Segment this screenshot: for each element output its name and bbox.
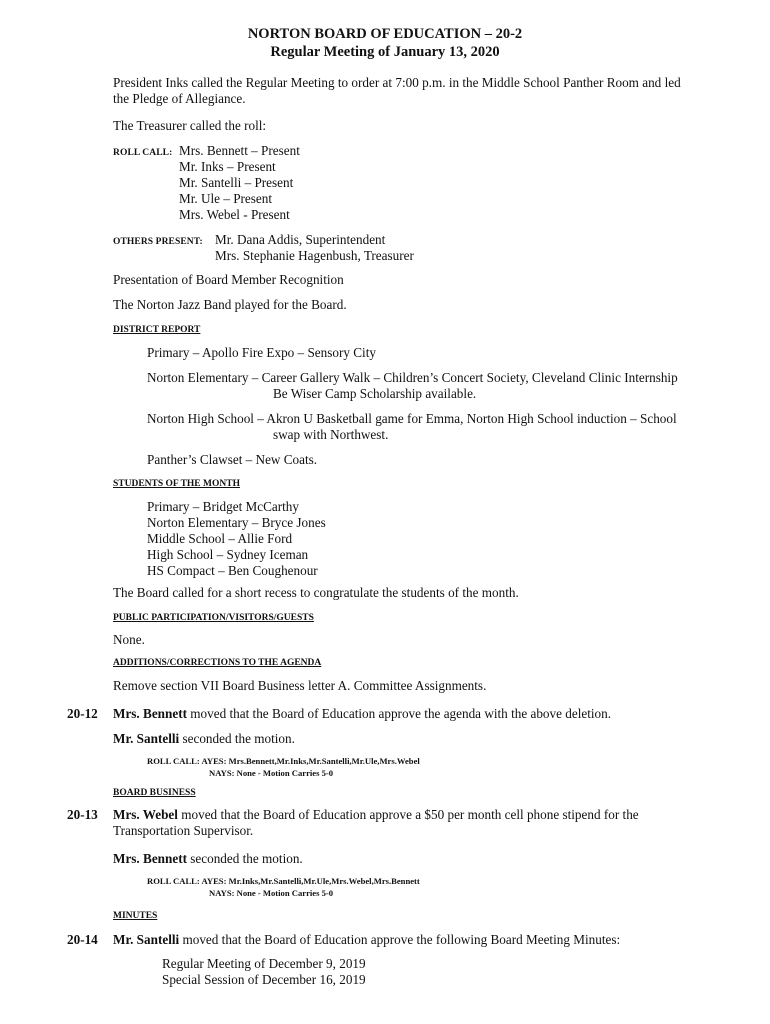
- district-report-clawset: Panther’s Clawset – New Coats.: [147, 452, 318, 467]
- motion-number: 20-12: [67, 706, 98, 721]
- roll-call-ayes: ROLL CALL: AYES: Mr.Inks,Mr.Santelli,Mr.Ule,Mrs.Webel,Mrs.Bennett: [147, 876, 420, 886]
- additions-heading: ADDITIONS/CORRECTIONS TO THE AGENDA: [113, 658, 322, 668]
- motion-number: 20-13: [67, 807, 98, 822]
- roll-call-member: Mr. Ule – Present: [179, 191, 273, 206]
- jazz-line: The Norton Jazz Band played for the Board.: [113, 297, 347, 312]
- opening-line-2: the Pledge of Allegiance.: [113, 91, 246, 106]
- motion-number: 20-14: [67, 932, 98, 947]
- roll-call-ayes: ROLL CALL: AYES: Mrs.Bennett,Mr.Inks,Mr.Santelli,Mr.Ule,Mrs.Webel: [147, 756, 420, 766]
- roll-call-member: Mrs. Webel - Present: [179, 207, 290, 222]
- motion-text: [113, 932, 620, 948]
- minutes-item: Special Session of December 16, 2019: [162, 972, 366, 987]
- student-entry: Primary – Bridget McCarthy: [147, 499, 299, 514]
- motion-seconder: Mrs. Bennett: [113, 851, 187, 866]
- others-present-person: Mrs. Stephanie Hagenbush, Treasurer: [215, 248, 414, 263]
- motion-text: [113, 706, 611, 722]
- treasurer-roll: The Treasurer called the roll:: [113, 118, 267, 133]
- motion-seconder: Mr. Santelli: [113, 731, 180, 746]
- roll-call-member: Mr. Inks – Present: [179, 159, 276, 174]
- others-present-person: Mr. Dana Addis, Superintendent: [215, 232, 386, 247]
- recess-line: The Board called for a short recess to congratulate the students of the month.: [113, 585, 519, 600]
- public-participation-heading: PUBLIC PARTICIPATION/VISITORS/GUESTS: [113, 613, 314, 623]
- additions-text: Remove section VII Board Business letter A. Committee Assignments.: [113, 678, 487, 693]
- student-entry: Norton Elementary – Bryce Jones: [147, 515, 326, 530]
- district-report-high-school-cont: swap with Northwest.: [273, 427, 389, 442]
- students-heading: STUDENTS OF THE MONTH: [113, 479, 240, 489]
- student-entry: HS Compact – Ben Coughenour: [147, 563, 318, 578]
- roll-call-nays: NAYS: None - Motion Carries 5-0: [209, 888, 334, 898]
- motion-body: moved that the Board of Education approve a $50 per month cell phone stipend for the: [177, 807, 639, 822]
- motion-mover: Mr. Santelli: [113, 932, 180, 947]
- public-participation-text: None.: [113, 632, 145, 647]
- minutes-heading: MINUTES: [113, 911, 158, 921]
- roll-call-member: Mrs. Bennett – Present: [179, 143, 300, 158]
- motion-second-text: seconded the motion.: [179, 731, 295, 746]
- motion-second: [113, 731, 295, 747]
- motion-mover: Mrs. Webel: [113, 807, 178, 822]
- motion-text: [113, 807, 639, 823]
- motion-body: moved that the Board of Education approve the following Board Meeting Minutes:: [179, 932, 621, 947]
- district-report-high-school: Norton High School – Akron U Basketball game for Emma, Norton High School induction – School: [147, 411, 677, 426]
- district-report-elementary-cont: Be Wiser Camp Scholarship available.: [273, 386, 477, 401]
- document-title: NORTON BOARD OF EDUCATION – 20-2: [247, 26, 523, 42]
- district-report-primary: Primary – Apollo Fire Expo – Sensory City: [147, 345, 376, 360]
- roll-call-label: ROLL CALL:: [113, 148, 173, 158]
- motion-text-cont: Transportation Supervisor.: [113, 823, 254, 838]
- others-present-label: OTHERS PRESENT:: [113, 237, 203, 247]
- roll-call-member: Mr. Santelli – Present: [179, 175, 294, 190]
- student-entry: Middle School – Allie Ford: [147, 531, 293, 546]
- motion-mover: Mrs. Bennett: [113, 706, 187, 721]
- presentation-line: Presentation of Board Member Recognition: [113, 272, 344, 287]
- motion-second-text: seconded the motion.: [186, 851, 303, 866]
- motion-body: moved that the Board of Education approve the agenda with the above deletion.: [186, 706, 612, 721]
- roll-call-nays: NAYS: None - Motion Carries 5-0: [209, 768, 334, 778]
- motion-second: [113, 851, 303, 867]
- district-report-elementary: Norton Elementary – Career Gallery Walk – Children’s Concert Society, Cleveland Clinic Internship: [147, 370, 678, 385]
- student-entry: High School – Sydney Iceman: [147, 547, 309, 562]
- district-report-heading: DISTRICT REPORT: [113, 325, 201, 335]
- opening-line-1: President Inks called the Regular Meeting to order at 7:00 p.m. in the Middle School Panther Room and led: [113, 75, 681, 90]
- document-subtitle: Regular Meeting of January 13, 2020: [270, 44, 500, 60]
- minutes-item: Regular Meeting of December 9, 2019: [162, 956, 366, 971]
- board-business-heading: BOARD BUSINESS: [113, 788, 196, 798]
